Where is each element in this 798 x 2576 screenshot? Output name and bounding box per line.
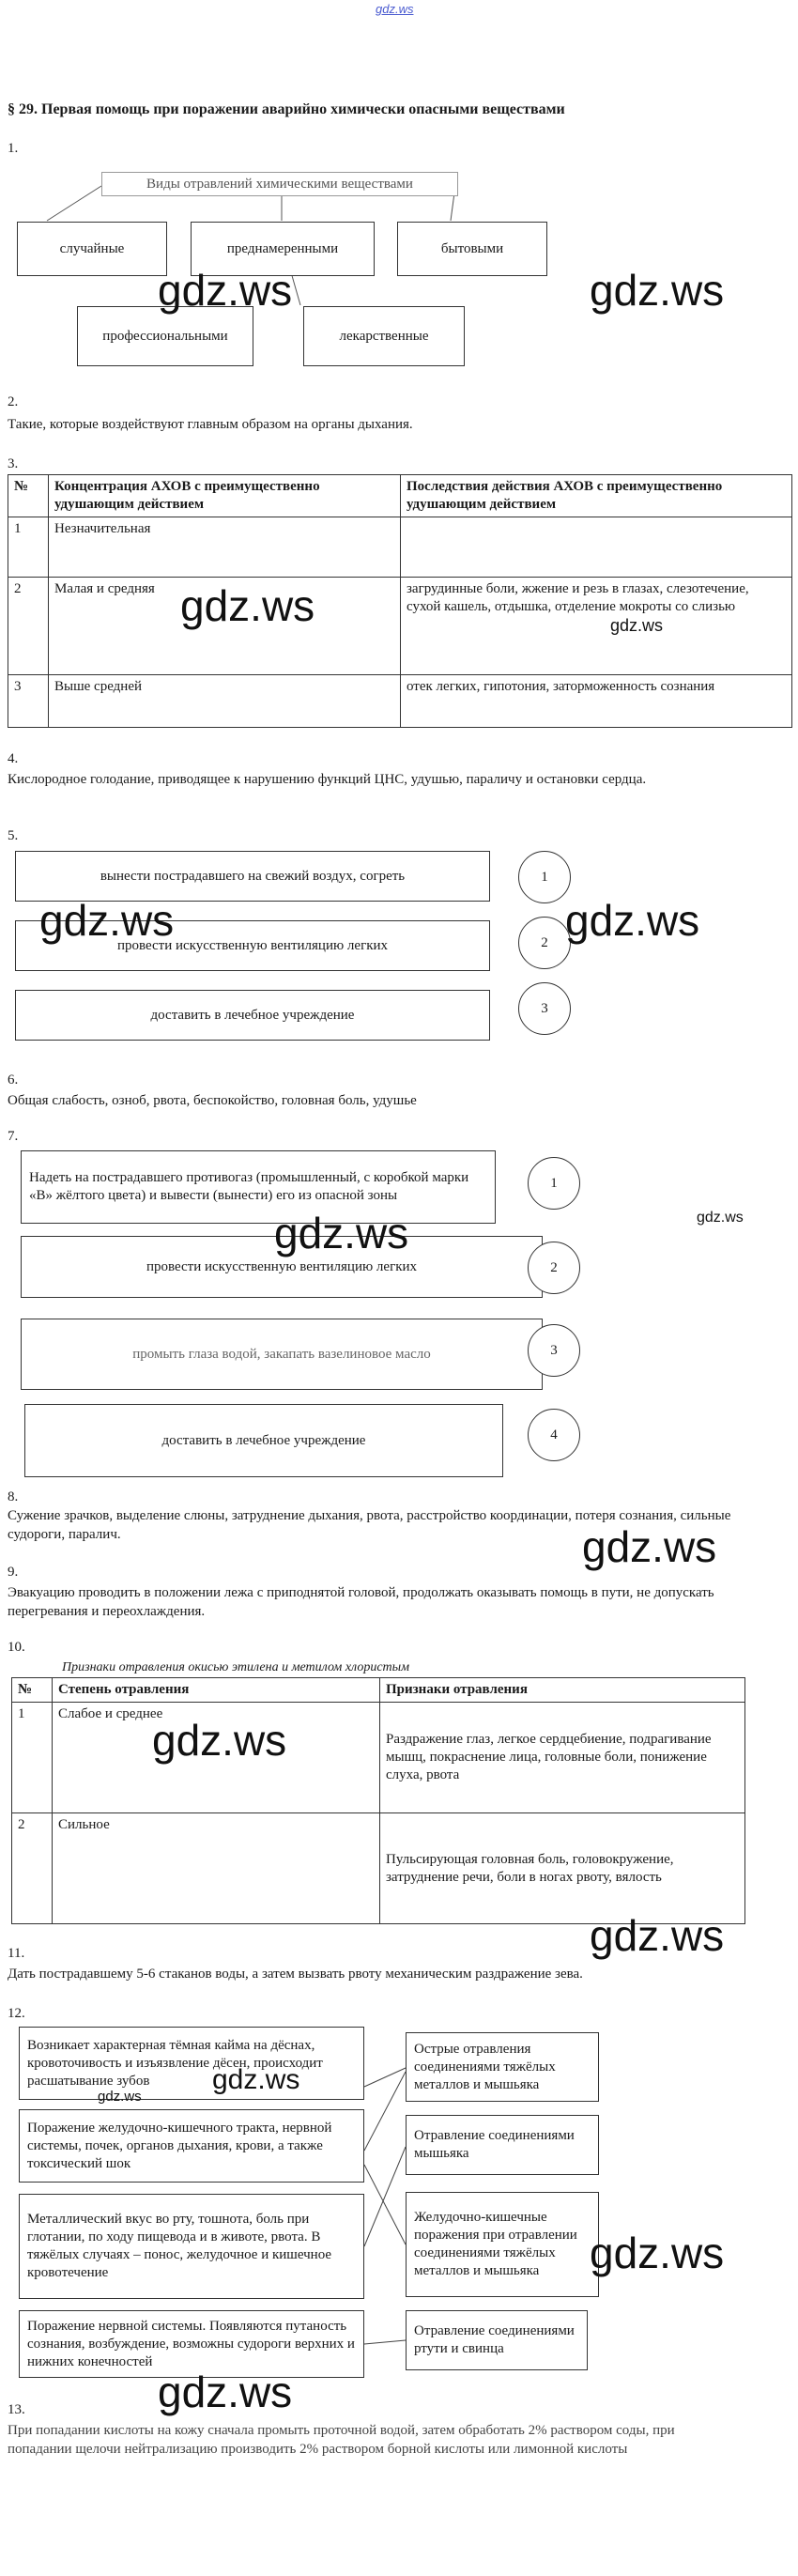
q12-left-box: Поражение желудочно-кишечного тракта, нервной системы, почек, органов дыхания, крови, а также токсический шок <box>19 2109 364 2183</box>
q9-answer: Эвакуацию проводить в положении лежа с приподнятой головой, продолжать оказывать помощь в пути, не допускать перегревания и переохлаждения. <box>8 1585 714 1619</box>
q7-number: 7. <box>8 1129 19 1144</box>
q3-cell: Незначительная <box>49 517 401 578</box>
q10-cell: 2 <box>12 1813 53 1924</box>
q10-number: 10. <box>8 1640 25 1655</box>
q7-order-circle: 2 <box>528 1242 580 1294</box>
q10-cell: Раздражение глаз, легкое сердцебиение, подрагивание мышц, покраснение лица, головные боли, понижение слуха, рвота <box>380 1703 745 1813</box>
q7-order-circle: 4 <box>528 1409 580 1461</box>
q1-item-box: профессиональными <box>77 306 253 366</box>
watermark: gdz.ws <box>39 896 175 945</box>
q1-item-box: лекарственные <box>303 306 465 366</box>
q8-answer: Сужение зрачков, выделение слюны, затруднение дыхания, рвота, расстройство координации, потеря сознания, сильные судороги, паралич. <box>8 1508 731 1542</box>
q5-step-box: доставить в лечебное учреждение <box>15 990 490 1041</box>
q11-number: 11. <box>8 1946 25 1961</box>
watermark: gdz.ws <box>565 896 700 945</box>
q12-left-box: Металлический вкус во рту, тошнота, боль при глотании, по ходу пищевода и в животе, рвота. В тяжёлых случаях – понос, желудочное и кишечное кровотечение <box>19 2194 364 2299</box>
q3-cell: загрудинные боли, жжение и резь в глазах, слезотечение, сухой кашель, отдышка, отделение мокроты со слизью <box>401 578 792 675</box>
q13-number: 13. <box>8 2402 25 2417</box>
q7-step-box: Надеть на пострадавшего противогаз (промышленный, с коробкой марки «В» жёлтого цвета) и вывести (вынести) его из опасной зоны <box>21 1150 496 1224</box>
q12-left-box: Поражение нервной системы. Появляются путаность сознания, возбуждение, возможны судороги верхних и нижних конечностей <box>19 2310 364 2378</box>
q7-order-circle: 1 <box>528 1157 580 1210</box>
q2-answer: Такие, которые воздействуют главным образом на органы дыхания. <box>8 417 413 432</box>
q3-cell: 2 <box>8 578 49 675</box>
q5-step-box: вынести пострадавшего на свежий воздух, согреть <box>15 851 490 902</box>
q4-number: 4. <box>8 751 19 766</box>
q10-cell: Сильное <box>53 1813 380 1924</box>
q10-cell: Слабое и среднее <box>53 1703 380 1813</box>
q7-order-circle: 3 <box>528 1324 580 1377</box>
q3-cell: 1 <box>8 517 49 578</box>
q1-item-box: бытовыми <box>397 222 547 276</box>
q6-number: 6. <box>8 1072 19 1087</box>
q10-cell: 1 <box>12 1703 53 1813</box>
watermark: gdz.ws <box>582 1522 717 1571</box>
q10-cell: Пульсирующая головная боль, головокружение, затруднение речи, боли в ногах рвоту, вялость <box>380 1813 745 1924</box>
watermark: gdz.ws <box>697 1210 744 1226</box>
q3-header-cell: № <box>8 475 49 517</box>
q6-answer: Общая слабость, озноб, рвота, беспокойство, головная боль, удушье <box>8 1093 417 1108</box>
q13-answer: При попадании кислоты на кожу сначала промыть проточной водой, затем обработать 2% раствором соды, при попадании щелочи нейтрализацию производить 2% раствором борной кислоты или лимонной кислоты <box>8 2423 675 2457</box>
q12-right-box: Отравление соединениями мышьяка <box>406 2115 599 2175</box>
q10-table-caption: Признаки отравления окисью этилена и метилом хлористым <box>62 1660 410 1674</box>
watermark: gdz.ws <box>158 266 293 315</box>
q3-header-cell: Концентрация АХОВ с преимущественно удушающим действием <box>49 475 401 517</box>
watermark: gdz.ws <box>590 266 725 315</box>
watermark: gdz.ws <box>212 2064 300 2095</box>
q12-right-box: Желудочно-кишечные поражения при отравлении соединениями тяжёлых металлов и мышьяка <box>406 2192 599 2297</box>
q12-right-box: Отравление соединениями ртути и свинца <box>406 2310 588 2370</box>
q1-number: 1. <box>8 141 19 156</box>
q1-item-box: преднамеренными <box>191 222 375 276</box>
watermark: gdz.ws <box>158 2368 293 2416</box>
q3-cell: Выше средней <box>49 675 401 728</box>
watermark: gdz.ws <box>180 581 315 630</box>
q12-number: 12. <box>8 2006 25 2021</box>
q11-answer: Дать пострадавшему 5-6 стаканов воды, а затем вызвать рвоту механическим раздражение зева. <box>8 1967 583 1982</box>
q3-cell: 3 <box>8 675 49 728</box>
watermark: gdz.ws <box>610 616 664 635</box>
q7-step-box: доставить в лечебное учреждение <box>24 1404 503 1477</box>
q7-step-box: провести искусственную вентиляцию легких <box>21 1236 543 1298</box>
watermark: gdz.ws <box>590 1911 725 1960</box>
watermark: gdz.ws <box>152 1716 287 1765</box>
q3-cell: Малая и средняя <box>49 578 401 675</box>
q5-order-circle: 3 <box>518 982 571 1035</box>
q4-answer: Кислородное голодание, приводящее к нарушению функций ЦНС, удушью, параличу и остановки сердца. <box>8 772 647 787</box>
q8-number: 8. <box>8 1489 19 1504</box>
q1-item-box: случайные <box>17 222 167 276</box>
q3-number: 3. <box>8 456 19 471</box>
q3-header-cell: Последствия действия АХОВ с преимущественно удушающим действием <box>401 475 792 517</box>
q5-step-box: провести искусственную вентиляцию легких <box>15 920 490 971</box>
header-site-mark[interactable]: gdz.ws <box>376 2 414 16</box>
q1-root-box: Виды отравлений химическими веществами <box>101 172 458 196</box>
watermark: gdz.ws <box>590 2229 725 2277</box>
q10-header-cell: Признаки отравления <box>380 1678 745 1703</box>
watermark: gdz.ws <box>274 1209 409 1257</box>
q5-order-circle: 2 <box>518 917 571 969</box>
q5-number: 5. <box>8 828 19 843</box>
q9-number: 9. <box>8 1565 19 1580</box>
q10-header-cell: Степень отравления <box>53 1678 380 1703</box>
watermark: gdz.ws <box>98 2089 142 2105</box>
q5-order-circle: 1 <box>518 851 571 903</box>
q12-left-box: Возникает характерная тёмная кайма на дёснах, кровоточивость и изъязвление дёсен, происходит расшатывание зубов <box>19 2027 364 2100</box>
q7-step-box: промыть глаза водой, закапать вазелиновое масло <box>21 1319 543 1390</box>
q3-cell: отек легких, гипотония, заторможенность сознания <box>401 675 792 728</box>
q2-number: 2. <box>8 394 19 409</box>
page-title: § 29. Первая помощь при поражении аварийно химически опасными веществами <box>8 101 565 117</box>
q10-header-cell: № <box>12 1678 53 1703</box>
q12-right-box: Острые отравления соединениями тяжёлых металлов и мышьяка <box>406 2032 599 2102</box>
